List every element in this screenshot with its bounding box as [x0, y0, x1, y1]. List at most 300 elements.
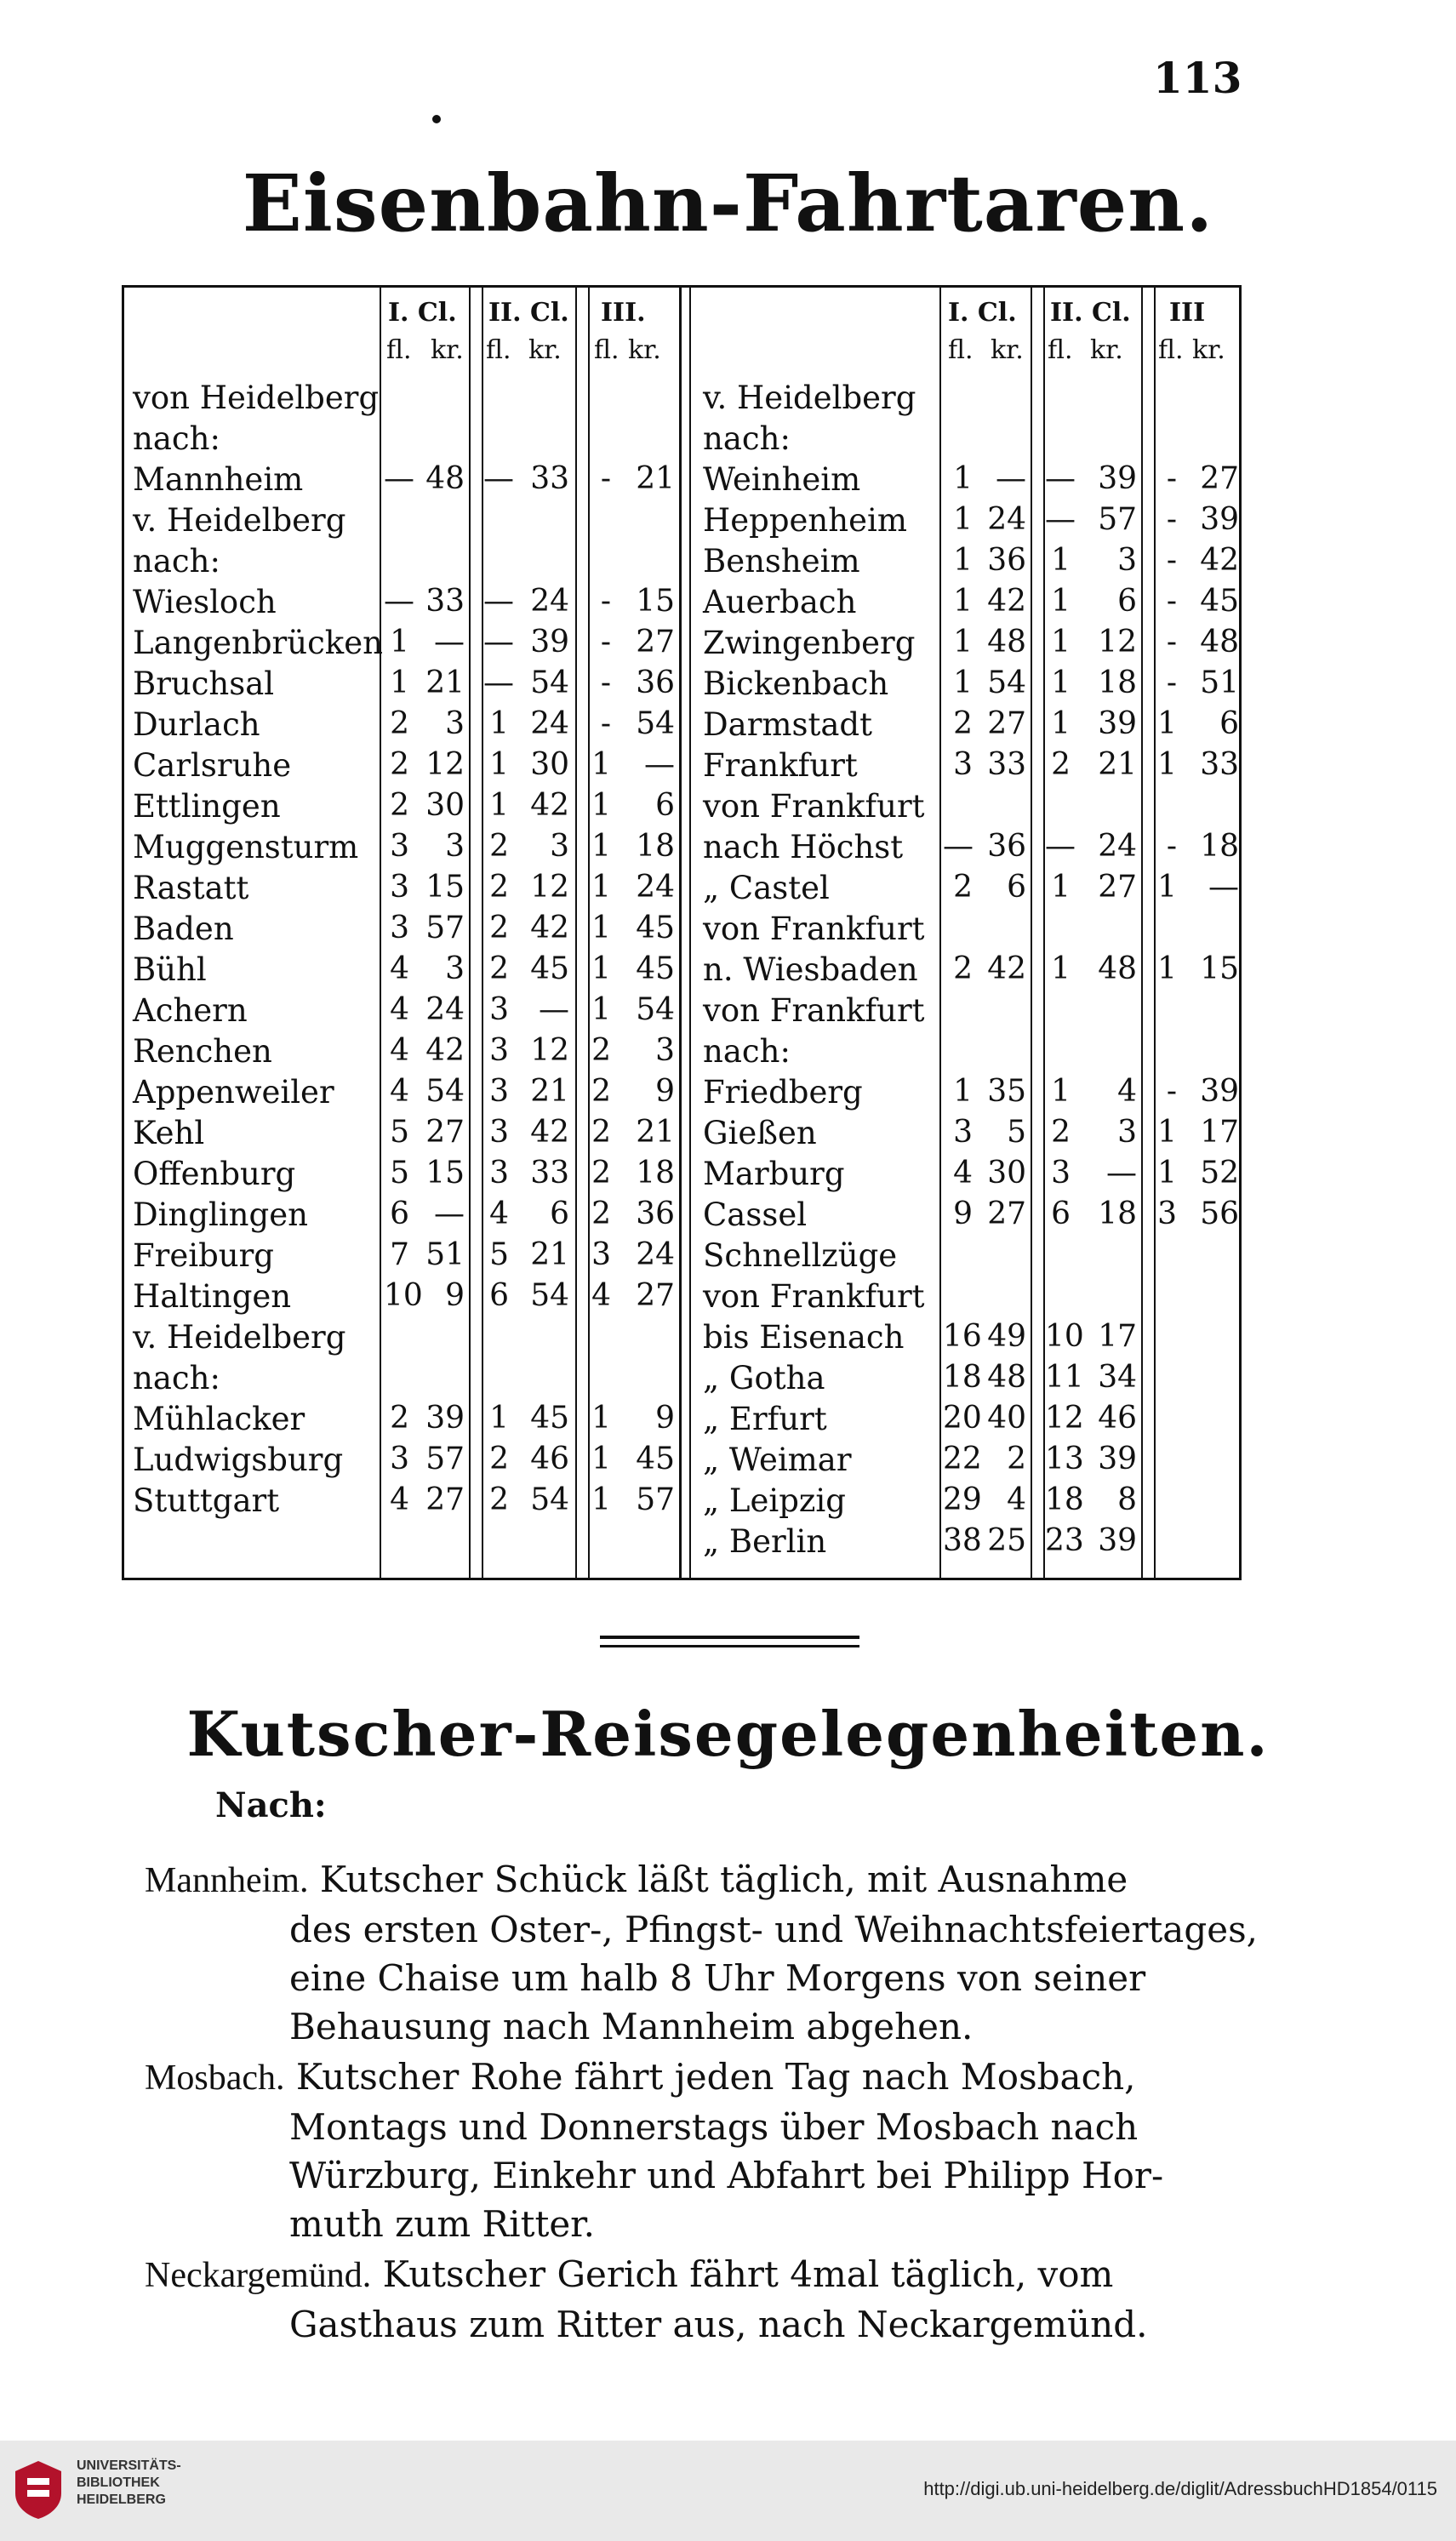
class-header: I. Cl.	[388, 298, 457, 328]
fare-value: 1	[390, 625, 409, 660]
fare-value: 9	[445, 1278, 465, 1313]
fare-value: 18	[636, 1156, 675, 1191]
fare-value: 13	[1045, 1442, 1084, 1476]
fare-value: 1	[489, 747, 509, 782]
fare-value: 3	[489, 1033, 509, 1068]
place-name: Marburg	[703, 1156, 845, 1192]
fare-value: 45	[530, 1401, 569, 1436]
entry-line: Montags und Donnerstags über Mosbach nach	[289, 2106, 1139, 2148]
fare-value: 30	[425, 788, 465, 823]
entry-line: Kutscher Gerich fährt 4mal täglich, vom	[382, 2253, 1114, 2295]
fare-value: 54	[987, 665, 1026, 700]
unit-header: fl.	[386, 335, 412, 365]
entry-town: Mannheim.	[145, 1861, 309, 1900]
fare-value: -	[600, 706, 611, 741]
fare-value: 3	[655, 1033, 675, 1068]
fare-value: 9	[655, 1074, 675, 1109]
column-rule	[939, 288, 941, 1578]
fare-value: 1	[953, 584, 973, 619]
place-name: Baden	[133, 911, 234, 947]
place-name: Ludwigsburg	[133, 1442, 344, 1478]
fare-value: 24	[987, 502, 1026, 537]
fare-value: 56	[1200, 1196, 1239, 1231]
fare-table-right	[694, 288, 1242, 1578]
fare-value: 18	[636, 829, 675, 864]
fare-value: 18	[943, 1360, 982, 1395]
fare-table-left	[124, 288, 677, 1578]
fare-value: 5	[489, 1237, 509, 1272]
place-name: Darmstadt	[703, 706, 872, 743]
fare-value: 2	[390, 1401, 409, 1436]
unit-header: kr.	[1090, 335, 1123, 365]
fare-value: 45	[636, 951, 675, 986]
entry-line: Würzburg, Einkehr und Abfahrt bei Philipp Hor-	[289, 2155, 1164, 2196]
fare-value: 3	[1117, 1115, 1137, 1150]
fare-value: 36	[636, 1196, 675, 1231]
fare-value: 2	[591, 1196, 611, 1231]
fare-value: 18	[1200, 829, 1239, 864]
fare-value: 42	[530, 1115, 569, 1150]
fare-value: 22	[943, 1442, 982, 1476]
place-name: Mannheim	[133, 461, 304, 498]
fare-value: 2	[489, 911, 509, 945]
place-name: v. Heidelberg	[133, 502, 346, 539]
fare-value: 34	[1098, 1360, 1137, 1395]
fare-value: 3	[953, 747, 973, 782]
fare-value: 1	[591, 992, 611, 1027]
fare-value: 18	[1098, 665, 1137, 700]
class-header: II. Cl.	[1050, 298, 1131, 328]
fare-value: 2	[489, 829, 509, 864]
unit-header: fl.	[594, 335, 620, 365]
fare-value: 33	[1200, 747, 1239, 782]
source-url-link[interactable]: http://digi.ub.uni-heidelberg.de/diglit/AdressbuchHD1854/0115	[923, 2478, 1437, 2499]
fare-value: 1	[591, 788, 611, 823]
fare-value: 42	[1200, 543, 1239, 578]
fare-value: 45	[530, 951, 569, 986]
fare-value: 48	[987, 1360, 1026, 1395]
fare-value: 27	[1200, 461, 1239, 496]
fare-value: 1	[1157, 1115, 1177, 1150]
place-name: Weinheim	[703, 461, 861, 498]
fare-value: 2	[1007, 1442, 1026, 1476]
fare-value: -	[600, 461, 611, 496]
place-name: Zwingenberg	[703, 625, 916, 661]
unit-header: fl.	[486, 335, 511, 365]
page-title: Eisenbahn-Fahrtaren.	[242, 157, 1214, 249]
fare-value: 45	[636, 911, 675, 945]
fare-value: 42	[530, 788, 569, 823]
fare-value: —	[483, 665, 514, 700]
fare-value: 12	[425, 747, 465, 782]
fare-value: 24	[425, 992, 465, 1027]
fare-value: 1	[1051, 665, 1071, 700]
column-rule	[469, 288, 471, 1578]
ink-dot	[432, 115, 441, 123]
place-name: nach:	[133, 1360, 220, 1396]
entry-line: Kutscher Schück läßt täglich, mit Ausnahme	[319, 1859, 1128, 1900]
fare-value: —	[1045, 829, 1076, 864]
fare-value: 1	[1051, 951, 1071, 986]
place-name: Appenweiler	[133, 1074, 334, 1111]
fare-value: —	[483, 584, 514, 619]
fare-value: 5	[390, 1156, 409, 1191]
place-name: nach:	[703, 1033, 791, 1070]
fare-value: 46	[530, 1442, 569, 1476]
fare-value: 15	[425, 1156, 465, 1191]
fare-value: 46	[1098, 1401, 1137, 1436]
place-name: Auerbach	[703, 584, 857, 620]
fare-value: -	[1166, 1074, 1177, 1109]
fare-value: 3	[550, 829, 569, 864]
fare-value: 57	[425, 911, 465, 945]
fare-value: 2	[489, 1482, 509, 1517]
fare-value: —	[943, 829, 974, 864]
place-name: „ Gotha	[703, 1360, 825, 1396]
place-name: Wiesloch	[133, 584, 277, 620]
fare-value: 6	[489, 1278, 509, 1313]
fare-value: —	[384, 584, 414, 619]
fare-value: 6	[550, 1196, 569, 1231]
fare-value: 49	[987, 1319, 1026, 1354]
fare-value: 21	[636, 461, 675, 496]
fare-value: 3	[390, 1442, 409, 1476]
fare-value: -	[1166, 584, 1177, 619]
fare-value: 3	[390, 829, 409, 864]
fare-value: 10	[1045, 1319, 1084, 1354]
fare-value: —	[1106, 1156, 1137, 1191]
fare-value: 11	[1045, 1360, 1084, 1395]
fare-value: 48	[987, 625, 1026, 660]
fare-value: 33	[530, 461, 569, 496]
fare-value: 2	[489, 951, 509, 986]
place-name: von Frankfurt	[703, 992, 925, 1029]
fare-value: 1	[1051, 584, 1071, 619]
fare-value: —	[434, 1196, 465, 1231]
fare-value: 3	[1051, 1156, 1071, 1191]
unit-header: fl.	[1048, 335, 1073, 365]
fare-value: 18	[1098, 1196, 1137, 1231]
fare-value: 6	[1007, 870, 1026, 905]
fare-value: 4	[591, 1278, 611, 1313]
fare-value: —	[483, 461, 514, 496]
column-rule	[380, 288, 381, 1578]
separator-rule	[600, 1645, 859, 1647]
fare-value: 4	[390, 1482, 409, 1517]
column-divider	[679, 288, 682, 1578]
fare-value: 39	[1098, 1523, 1137, 1558]
place-name: Freiburg	[133, 1237, 274, 1274]
fare-value: 15	[1200, 951, 1239, 986]
place-name: Ettlingen	[133, 788, 281, 825]
fare-value: 12	[530, 1033, 569, 1068]
nach-label: Nach:	[215, 1785, 327, 1825]
fare-value: 2	[489, 1442, 509, 1476]
fare-value: 36	[987, 543, 1026, 578]
fare-value: 6	[655, 788, 675, 823]
fare-value: 7	[390, 1237, 409, 1272]
place-name: Muggensturm	[133, 829, 359, 865]
fare-value: —	[434, 625, 465, 660]
fare-value: 1	[1157, 951, 1177, 986]
fare-value: 54	[636, 706, 675, 741]
fare-value: 2	[1051, 1115, 1071, 1150]
place-name: Offenburg	[133, 1156, 296, 1192]
fare-value: 24	[530, 706, 569, 741]
place-name: Gießen	[703, 1115, 817, 1151]
fare-value: 24	[636, 870, 675, 905]
fare-value: 16	[943, 1319, 982, 1354]
fare-value: 5	[390, 1115, 409, 1150]
column-rule	[1141, 288, 1143, 1578]
fare-value: 2	[953, 706, 973, 741]
library-name	[77, 2458, 181, 2509]
fare-value: -	[600, 665, 611, 700]
fare-value: 1	[1157, 747, 1177, 782]
unit-header: kr.	[991, 335, 1024, 365]
fare-value: —	[644, 747, 675, 782]
fare-value: 15	[636, 584, 675, 619]
fare-value: -	[600, 625, 611, 660]
fare-value: 1	[1051, 870, 1071, 905]
place-name: von Frankfurt	[703, 911, 925, 947]
unit-header: kr.	[528, 335, 562, 365]
unit-header: fl.	[1158, 335, 1184, 365]
fare-value: 52	[1200, 1156, 1239, 1191]
unit-header: kr.	[431, 335, 464, 365]
fare-value: -	[1166, 665, 1177, 700]
fare-value: 2	[591, 1033, 611, 1068]
fare-value: 3	[445, 951, 465, 986]
place-name: „ Weimar	[703, 1442, 852, 1478]
fare-value: 9	[953, 1196, 973, 1231]
fare-value: 18	[1045, 1482, 1084, 1517]
fare-value: —	[539, 992, 569, 1027]
fare-value: 9	[655, 1401, 675, 1436]
fare-value: 36	[636, 665, 675, 700]
fare-value: 21	[425, 665, 465, 700]
fare-value: 27	[636, 625, 675, 660]
place-name: nach Höchst	[703, 829, 904, 865]
place-name: nach:	[703, 420, 791, 457]
fare-value: 23	[1045, 1523, 1084, 1558]
fare-value: 4	[390, 951, 409, 986]
fare-value: 1	[1157, 706, 1177, 741]
column-rule	[1031, 288, 1032, 1578]
place-name: von Heidelberg	[133, 380, 380, 416]
fare-value: 21	[530, 1237, 569, 1272]
fare-value: 2	[591, 1156, 611, 1191]
entry-line: muth zum Ritter.	[289, 2203, 595, 2245]
place-name: „ Erfurt	[703, 1401, 827, 1437]
place-name: nach:	[133, 543, 220, 580]
fare-value: 4	[489, 1196, 509, 1231]
fare-value: 6	[1117, 584, 1137, 619]
fare-value: 1	[591, 951, 611, 986]
fare-value: 2	[390, 706, 409, 741]
fare-value: 39	[530, 625, 569, 660]
fare-value: 5	[1007, 1115, 1026, 1150]
library-name-line: BIBLIOTHEK	[77, 2475, 160, 2490]
fare-value: 3	[489, 992, 509, 1027]
fare-value: 3	[591, 1237, 611, 1272]
fare-value: -	[1166, 502, 1177, 537]
fare-value: -	[600, 584, 611, 619]
fare-value: 39	[1200, 1074, 1239, 1109]
fare-value: 36	[987, 829, 1026, 864]
fare-value: 10	[384, 1278, 423, 1313]
fare-value: 57	[636, 1482, 675, 1517]
place-name: Rastatt	[133, 870, 249, 906]
fare-value: 4	[390, 992, 409, 1027]
fare-value: 38	[943, 1523, 982, 1558]
fare-value: 42	[530, 911, 569, 945]
class-header: III	[1169, 298, 1206, 328]
fare-value: 48	[1200, 625, 1239, 660]
fare-value: 2	[489, 870, 509, 905]
class-header: II. Cl.	[488, 298, 569, 328]
fare-value: 27	[987, 706, 1026, 741]
fare-value: —	[1208, 870, 1239, 905]
place-name: Haltingen	[133, 1278, 292, 1315]
fare-value: 1	[1051, 1074, 1071, 1109]
fare-value: 1	[591, 1442, 611, 1476]
fare-value: 17	[1098, 1319, 1137, 1354]
fare-value: 1	[953, 543, 973, 578]
fare-value: 1	[489, 788, 509, 823]
fare-value: 33	[530, 1156, 569, 1191]
fare-value: 3	[390, 911, 409, 945]
fare-value: -	[1166, 543, 1177, 578]
fare-value: 1	[489, 1401, 509, 1436]
place-name: Stuttgart	[133, 1482, 280, 1519]
fare-value: 1	[591, 829, 611, 864]
fare-value: 12	[1098, 625, 1137, 660]
fare-value: 3	[489, 1074, 509, 1109]
entry-line: des ersten Oster-, Pfingst- und Weihnachtsfeiertages,	[289, 1909, 1258, 1950]
fare-value: 2	[390, 788, 409, 823]
place-name: Achern	[133, 992, 248, 1029]
fare-value: 12	[1045, 1401, 1084, 1436]
fare-value: 6	[1051, 1196, 1071, 1231]
fare-value: 1	[1051, 625, 1071, 660]
fare-value: 2	[591, 1074, 611, 1109]
section-title: Kutscher-Reisegelegenheiten.	[186, 1698, 1270, 1770]
fare-value: 4	[390, 1074, 409, 1109]
entry-town: Mosbach.	[145, 2058, 285, 2098]
fare-value: 21	[530, 1074, 569, 1109]
fare-value: —	[483, 625, 514, 660]
fare-value: 45	[1200, 584, 1239, 619]
fare-value: 1	[591, 1401, 611, 1436]
place-name: Carlsruhe	[133, 747, 292, 784]
fare-value: 17	[1200, 1115, 1239, 1150]
place-name: v. Heidelberg	[703, 380, 916, 416]
fare-value: 57	[425, 1442, 465, 1476]
fare-value: 1	[489, 706, 509, 741]
fare-value: 2	[591, 1115, 611, 1150]
fare-value: —	[1045, 502, 1076, 537]
place-name: Frankfurt	[703, 747, 858, 784]
fare-value: 45	[636, 1442, 675, 1476]
fare-value: 33	[987, 747, 1026, 782]
place-name: „ Leipzig	[703, 1482, 846, 1519]
entry-mannheim	[145, 1855, 1259, 2051]
place-name: Bühl	[133, 951, 207, 988]
place-name: Durlach	[133, 706, 260, 743]
fare-value: 27	[425, 1115, 465, 1150]
place-name: Heppenheim	[703, 502, 907, 539]
place-name: Kehl	[133, 1115, 205, 1151]
entry-line: eine Chaise um halb 8 Uhr Morgens von seiner	[289, 1957, 1146, 1999]
entry-line: Behausung nach Mannheim abgehen.	[289, 2006, 974, 2047]
entry-mosbach	[145, 2053, 1259, 2248]
fare-value: 54	[425, 1074, 465, 1109]
fare-value: 24	[530, 584, 569, 619]
fare-value: 30	[530, 747, 569, 782]
place-name: Dinglingen	[133, 1196, 308, 1233]
fare-value: 39	[1098, 1442, 1137, 1476]
entry-town: Neckargemünd.	[145, 2256, 372, 2295]
fare-value: 1	[1157, 1156, 1177, 1191]
library-name-line: HEIDELBERG	[77, 2492, 166, 2507]
fare-value: 57	[1098, 502, 1137, 537]
fare-value: 12	[530, 870, 569, 905]
fare-value: 2	[953, 951, 973, 986]
place-name: Renchen	[133, 1033, 272, 1070]
fare-value: 48	[425, 461, 465, 496]
place-name: von Frankfurt	[703, 1278, 925, 1315]
fare-value: 42	[987, 584, 1026, 619]
fare-value: 54	[636, 992, 675, 1027]
place-name: v. Heidelberg	[133, 1319, 346, 1356]
separator-rule	[600, 1636, 859, 1639]
fare-value: 3	[1117, 543, 1137, 578]
fare-value: 2	[953, 870, 973, 905]
fare-value: 42	[425, 1033, 465, 1068]
fare-value: -	[1166, 625, 1177, 660]
fare-value: —	[996, 461, 1026, 496]
fare-value: 3	[489, 1156, 509, 1191]
place-name: bis Eisenach	[703, 1319, 905, 1356]
class-header: I. Cl.	[948, 298, 1017, 328]
fare-value: 33	[425, 584, 465, 619]
fare-value: 6	[390, 1196, 409, 1231]
fare-value: 1	[591, 911, 611, 945]
fare-value: 1	[953, 665, 973, 700]
place-name: Friedberg	[703, 1074, 863, 1111]
fare-value: 54	[530, 665, 569, 700]
fare-value: 4	[390, 1033, 409, 1068]
fare-value: 1	[953, 461, 973, 496]
fare-value: 27	[636, 1278, 675, 1313]
place-name: Bickenbach	[703, 665, 889, 702]
fare-value: 1	[1051, 543, 1071, 578]
page-number: 113	[1153, 53, 1242, 103]
fare-value: 29	[943, 1482, 982, 1517]
place-name: von Frankfurt	[703, 788, 925, 825]
fare-value: 54	[530, 1482, 569, 1517]
place-name: „ Berlin	[703, 1523, 827, 1560]
fare-value: —	[1045, 461, 1076, 496]
fare-value: 3	[1157, 1196, 1177, 1231]
fare-value: 1	[953, 625, 973, 660]
fare-value: 1	[591, 1482, 611, 1517]
fare-value: 3	[445, 706, 465, 741]
place-name: n. Wiesbaden	[703, 951, 918, 988]
fare-value: 39	[1098, 706, 1137, 741]
fare-value: 21	[636, 1115, 675, 1150]
